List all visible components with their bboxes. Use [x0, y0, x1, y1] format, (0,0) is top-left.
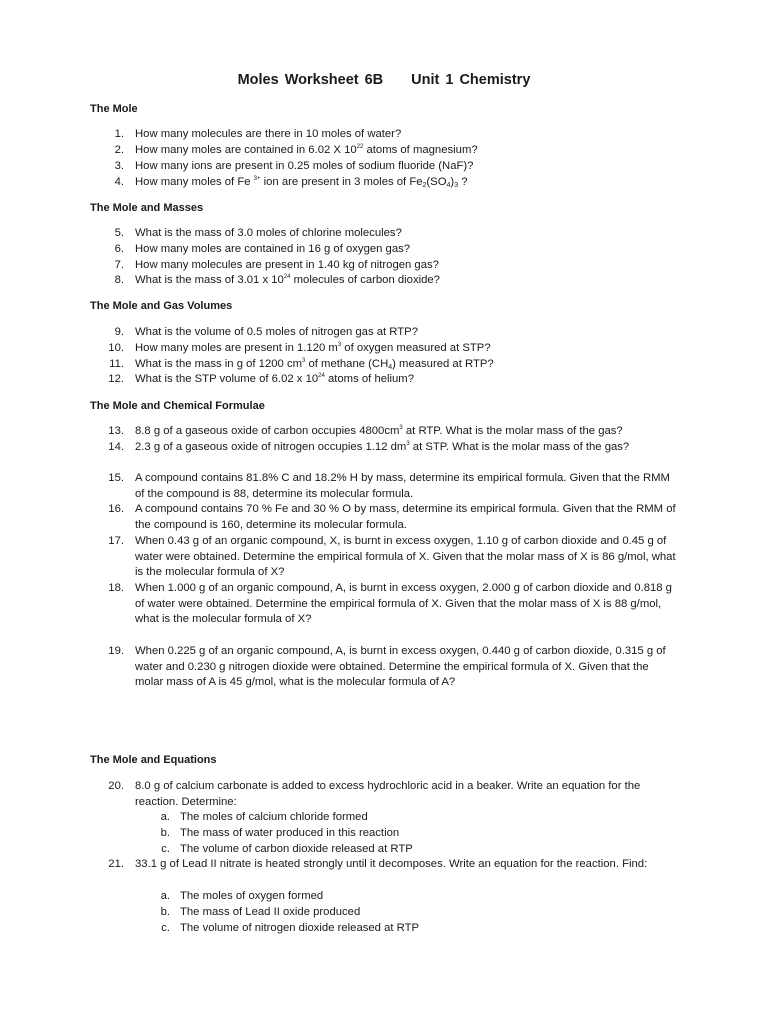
- question-number: 21.: [108, 858, 124, 870]
- question-text: What is the mass in g of 1200 $cm^3$ of methane $(CH_4)$ measured at RTP?: [135, 358, 494, 371]
- question-text: When 1.000 g of an organic compound, A, is burnt in excess oxygen, 2.000 g of carbon dioxide and 0.818 g of water were obtained. Determine the empirical formula of X. Given that the molar mass of X is 88 g/mol, what is the molecular formula of X?: [135, 582, 672, 626]
- question-number: 6.: [114, 243, 124, 255]
- question-text: 2.3 g of a gaseous oxide of nitrogen occupies 1.12 $dm^3$ at STP. What is the molar mass of the gas?: [135, 441, 630, 453]
- question-number: 1.: [114, 128, 124, 140]
- worksheet-page: Moles Worksheet 6B Unit 1 Chemistry The Mole 1. How many molecules are there in 10 moles of water? 2. How many moles are contained in 6.02 X $10^{22}$ atoms of magnesium? 3. How many ions are present in 0.25 moles of sodium fluoride (NaF)? 4. How many moles of Fe $^{3+}$ ion are present in 3 moles of $Fe_2(SO_4)_3$ ? The Mole and Masses 5. What is the mass of 3.0 moles of chlorine molecules? 6. How many moles are contained in 16 g of oxygen gas? 7. How many molecules are present in 1.40 kg of nitrogen gas? 8. What is the mass of 3.01 x $10^{24}$ molecules of carbon dioxide? The Mole and Gas Volumes 9. What is the volume of 0.5 moles of nitrogen gas at RTP? 10. How many moles are present in 1.120 $m^3$ of oxygen measured at STP? 11. What is the mass in g of 1200 $cm^3$ of methane $(CH_4)$ measured at RTP? 12. What is the STP volume of 6.02 x $10^{24}$ atoms of helium? The Mole and Chemical Formulae 13. 8.8 g of a gaseous oxide of carbon occupies $4800cm^3$ at RTP. What is the molar mass of the gas? 14. 2.3 g of a gaseous oxide of nitrogen occupies 1.12 $dm^3$ at STP. What is the molar mass of the gas? 15. A compound contains 81.8% C and 18.2% H by mass, determine its empirical formula. Given that the RMM of the compound is 88, determine its molecular formula. 16. A compound contains 70 % Fe and 30 % O by mass, determine its empirical formula. Given that the RMM of the compound is 160, determine its molecular formula. 17. When 0.43 g of an organic compound, X, is burnt in excess oxygen, 1.10 g of carbon dioxide and 0.45 g of water were obtained. Determine the empirical formula of X. Given that the molar mass of X is 86 g/mol, what is the molecular formula of X? 18. When 1.000 g of an organic compound, A, is burnt in excess oxygen, 2.000 g of carbon dioxide and 0.818 g of water were obtained. Determine the empirical formula of X. Given that the molar mass of X is 88 g/mol, what is the molecular formula of X? 19. When 0.225 g of an organic compound, A, is burnt in excess oxygen, 0.440 g of carbon dioxide, 0.315 g of water and 0.230 g nitrogen dioxide were obtained. Determine the empirical formula of X. Given that the molar mass of A is 45 g/mol, what is the molecular formula of A? The Mole and Equations 20. 8.0 g of calcium carbonate is added to excess hydrochloric acid in a beaker. Write an equation for the reaction. Determine: a. The moles of calcium chloride formed b. The mass of water produced in this reaction c. The volume of carbon dioxide released at RTP 21. 33.1 g of Lead II nitrate is heated strongly until it decomposes. Write an equation for the reaction. Find: a. The moles of oxygen formed b. The mass of Lead II oxide produced c. The volume of nitrogen dioxide released at RTP: [0, 0, 768, 1024]
- question-number: 19.: [108, 645, 124, 657]
- section-heading-gas-volumes: The Mole and Gas Volumes: [90, 300, 233, 312]
- page-title: [0, 72, 768, 88]
- section-heading-the-mole: The Mole: [90, 103, 138, 115]
- question-text: How many moles are contained in 6.02 X $10^{22}$ atoms of magnesium?: [135, 144, 478, 156]
- question-text: How many ions are present in 0.25 moles of sodium fluoride (NaF)?: [135, 160, 474, 172]
- question-number: 3.: [114, 160, 124, 172]
- question-text: When 0.43 g of an organic compound, X, is burnt in excess oxygen, 1.10 g of carbon dioxide and 0.45 g of water were obtained. Determine the empirical formula of X. Given that the molar mass of X is 86 g/mol, what is the molecular formula of X?: [135, 535, 676, 579]
- question-text: What is the volume of 0.5 moles of nitrogen gas at RTP?: [135, 326, 418, 338]
- question-number: 20.: [108, 780, 124, 792]
- question-number: 15.: [108, 472, 124, 484]
- question-text: How many molecules are present in 1.40 kg of nitrogen gas?: [135, 259, 439, 271]
- title-worksheet: Moles Worksheet 6B: [237, 72, 384, 88]
- question-text: 8.8 g of a gaseous oxide of carbon occupies $4800cm^3$ at RTP. What is the molar mass of the gas?: [135, 425, 623, 437]
- question-number: 18.: [108, 582, 124, 594]
- question-number: 10.: [108, 342, 124, 354]
- question-text: 33.1 g of Lead II nitrate is heated strongly until it decomposes. Write an equation for the reaction. Find:: [135, 858, 648, 870]
- question-text: What is the STP volume of 6.02 x $10^{24}$ atoms of helium?: [135, 373, 415, 385]
- question-number: 11.: [109, 358, 124, 370]
- question-text: How many moles are present in 1.120 $m^3$ of oxygen measured at STP?: [135, 342, 491, 354]
- question-text: How many molecules are there in 10 moles of water?: [135, 128, 402, 140]
- question-number: 4.: [114, 176, 124, 188]
- question-number: 12.: [108, 373, 124, 385]
- question-number: 7.: [114, 259, 124, 271]
- section-heading-equations: The Mole and Equations: [90, 754, 217, 766]
- section-heading-chemical-formulae: The Mole and Chemical Formulae: [90, 400, 265, 412]
- title-unit: Unit 1 Chemistry: [411, 72, 531, 88]
- question-number: 13.: [108, 425, 124, 437]
- question-number: 2.: [114, 144, 124, 156]
- question-text: How many moles of Fe $^{3+}$ ion are present in 3 moles of $Fe_2(SO_4)_3$ ?: [135, 176, 468, 189]
- question-text: A compound contains 70 % Fe and 30 % O by mass, determine its empirical formula. Given that the RMM of the compound is 160, determine its molecular formula.: [135, 503, 676, 531]
- question-text: What is the mass of 3.0 moles of chlorine molecules?: [135, 227, 402, 239]
- question-number: 14.: [108, 441, 124, 453]
- section-heading-mole-masses: The Mole and Masses: [90, 202, 204, 214]
- question-text: 8.0 g of calcium carbonate is added to excess hydrochloric acid in a beaker. Write an equation for the reaction. Determine:: [135, 780, 641, 808]
- question-number: 16.: [108, 503, 124, 515]
- question-text: What is the mass of 3.01 x $10^{24}$ molecules of carbon dioxide?: [135, 274, 440, 286]
- question-number: 8.: [114, 274, 124, 286]
- question-number: 9.: [114, 326, 124, 338]
- question-text: A compound contains 81.8% C and 18.2% H by mass, determine its empirical formula. Given that the RMM of the compound is 88, determine its molecular formula.: [135, 472, 670, 500]
- question-number: 17.: [108, 535, 124, 547]
- question-text: When 0.225 g of an organic compound, A, is burnt in excess oxygen, 0.440 g of carbon dioxide, 0.315 g of water and 0.230 g nitrogen dioxide were obtained. Determine the empirical formula of X. Given that the molar mass of A is 45 g/mol, what is the molecular formula of A?: [135, 645, 666, 689]
- question-number: 5.: [114, 227, 124, 239]
- question-text: How many moles are contained in 16 g of oxygen gas?: [135, 243, 411, 255]
